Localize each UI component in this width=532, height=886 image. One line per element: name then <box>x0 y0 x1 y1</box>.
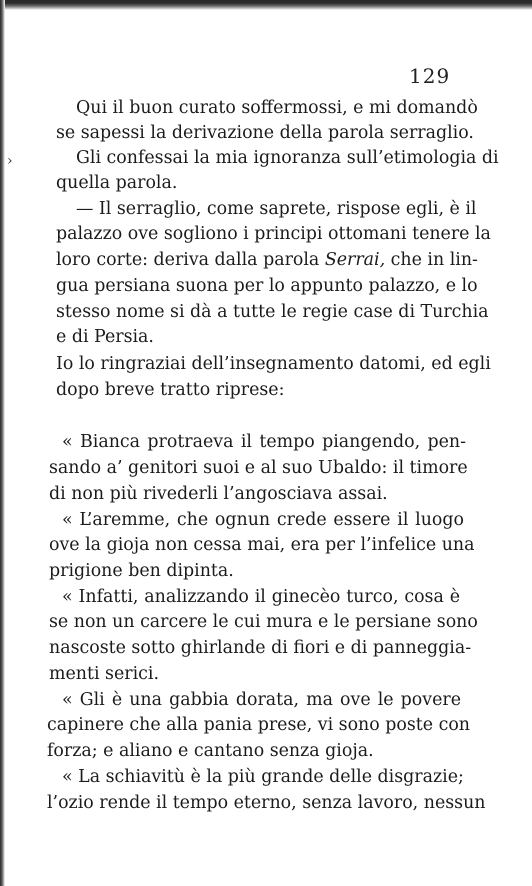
text-line: — Il serraglio, come saprete, rispose egli, è il <box>76 199 477 219</box>
text-line: e di Persia. <box>56 327 154 347</box>
text-line: « La schiavitù è la più grande delle disgrazie; <box>62 767 464 787</box>
text-line-end: che in lin- <box>385 250 478 270</box>
text-line: quella parola. <box>56 173 178 193</box>
text-line: se non un carcere le cui mura e le persiane sono <box>49 612 478 632</box>
text-line: Io lo ringraziai dell’insegnamento datomi, ed egli <box>56 354 491 374</box>
text-line: l’ozio rende il tempo eterno, senza lavoro, nessun <box>47 793 486 813</box>
text-line: menti serici. <box>49 664 159 684</box>
text-line: palazzo ove sogliono i principi ottomani tenere la <box>56 224 491 244</box>
text-line: di non più rivederli l’angosciava assai. <box>49 484 388 504</box>
page-left-edge <box>0 0 5 886</box>
page-top-edge <box>0 0 532 10</box>
text-line: « Infatti, analizzando il ginecèo turco, cosa è <box>62 587 460 607</box>
text-line: nascoste sotto ghirlande di fiori e di panneggia- <box>49 638 472 658</box>
text-line: stesso nome si dà a tutte le regie case di Turchia <box>56 302 489 322</box>
text-line: ove la gioja non cessa mai, era per l’infelice una <box>49 535 475 555</box>
text-line: Qui il buon curato soffermossi, e mi domandò <box>76 98 478 118</box>
text-line: Gli confessai la mia ignoranza sull’etimologia di <box>76 148 499 168</box>
page-number: 129 <box>409 64 451 88</box>
text-line-start: loro corte: deriva dalla parola <box>56 250 325 270</box>
text-line: gua persiana suona per lo appunto palazzo, e lo <box>56 276 478 296</box>
text-line: « L’aremme, che ognun crede essere il luogo <box>62 510 464 530</box>
text-line: capinere che alla pania prese, vi sono poste con <box>47 715 470 735</box>
text-line: se sapessi la derivazione della parola serraglio. <box>56 123 474 143</box>
text-line <box>56 250 478 270</box>
text-line: forza; e aliano e cantano senza gioja. <box>47 741 374 761</box>
text-line: sando a’ genitori suoi e al suo Ubaldo: il timore <box>49 458 468 478</box>
text-line: prigione ben dipinta. <box>49 561 234 581</box>
emphasis-word: Serrai, <box>324 250 386 270</box>
text-line: « Bianca protraeva il tempo piangendo, pen- <box>62 432 466 452</box>
gutter-mark: › <box>7 153 13 169</box>
text-line: « Gli è una gabbia dorata, ma ove le povere <box>62 690 461 710</box>
text-line: dopo breve tratto riprese: <box>56 380 285 400</box>
